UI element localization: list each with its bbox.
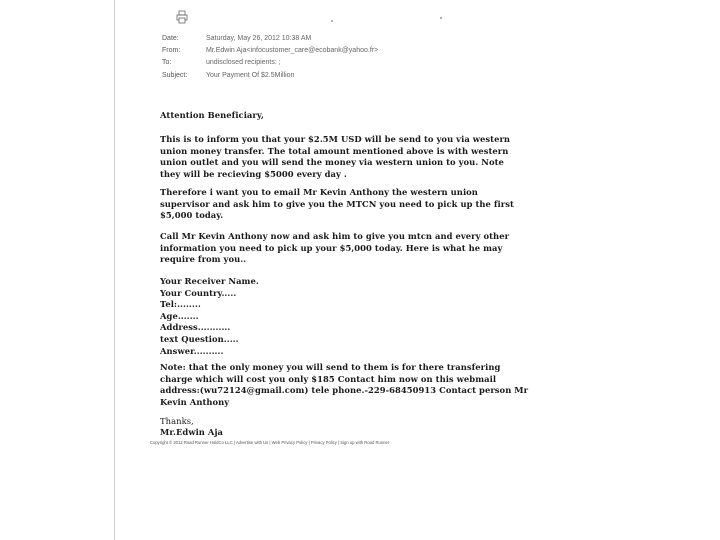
form-field-line: text Question..... xyxy=(160,333,239,344)
paragraph-call-request xyxy=(160,231,540,266)
from-label: From: xyxy=(162,47,181,55)
subject-value: Your Payment Of $2.5Million xyxy=(206,71,295,79)
text-line: $5,000 today. xyxy=(160,210,224,221)
closing: Thanks, xyxy=(160,416,194,426)
date-label: Date: xyxy=(162,34,179,42)
text-line: Call Mr Kevin Anthony now and ask him to give you mtcn and every other xyxy=(160,231,510,241)
from-value: Mr.Edwin Aja<infocustomer_care@ecobank@yahoo.fr> xyxy=(206,47,379,55)
form-field-line: Answer.......... xyxy=(160,345,224,356)
subject-label: Subject: xyxy=(162,71,188,79)
email-header xyxy=(162,32,378,82)
date-value: Saturday, May 26, 2012 10:38 AM xyxy=(206,34,312,42)
copyright-footer: Copyright © 2012 Road Runner HoldCo LLC | Advertise with Us | Web Privacy Policy | Privacy Policy | Sign up with Road Runner xyxy=(150,440,390,445)
paragraph-payment-notice xyxy=(160,134,540,180)
form-field-line: Your Country..... xyxy=(160,287,237,298)
text-line: Note: that the only money you will send to them is for there transfering xyxy=(160,362,501,372)
text-line: they will be recieving $5000 every day . xyxy=(160,168,347,179)
text-line: supervisor and ask him to give you the MTCN you need to pick up the first xyxy=(160,198,514,209)
text-line: union outlet and you will send the money via western union to you. Note xyxy=(160,157,504,168)
text-line: charge which will cost you only $185 Contact him now on this webmail xyxy=(160,373,497,384)
to-label: To: xyxy=(162,59,172,67)
to-row xyxy=(162,57,378,69)
text-line: Kevin Anthony xyxy=(160,396,230,407)
subject-row xyxy=(162,69,378,81)
form-field-line: Your Receiver Name. xyxy=(160,276,259,286)
form-field-line: Tel:........ xyxy=(160,299,201,310)
printer-icon xyxy=(176,10,188,24)
greeting: Attention Beneficiary, xyxy=(160,110,264,120)
from-row xyxy=(162,44,378,56)
paragraph-transfer-note xyxy=(160,362,540,408)
to-value: undisclosed recipients: ; xyxy=(206,59,281,67)
paragraph-email-request xyxy=(160,187,540,222)
text-line: Therefore i want you to email Mr Kevin Anthony the western union xyxy=(160,187,478,197)
form-field-line: Age....... xyxy=(160,310,199,321)
date-row xyxy=(162,32,378,44)
scan-speck xyxy=(331,20,333,22)
text-line: union money transfer. The total amount mentioned above is with western xyxy=(160,145,509,156)
text-line: This is to inform you that your $2.5M USD will be send to you via western xyxy=(160,134,511,144)
form-field-line: Address........... xyxy=(160,322,231,333)
text-line: require from you.. xyxy=(160,254,247,265)
receiver-form-fields xyxy=(160,276,540,357)
scan-speck xyxy=(440,17,442,19)
scan-page-edge xyxy=(114,0,115,540)
signature-name: Mr.Edwin Aja xyxy=(160,427,224,437)
text-line: address:(wu72124@gmail.com) tele phone.-229-68450913 Contact person Mr xyxy=(160,385,529,396)
text-line: information you need to pick up your $5,000 today. Here is what he may xyxy=(160,242,503,253)
